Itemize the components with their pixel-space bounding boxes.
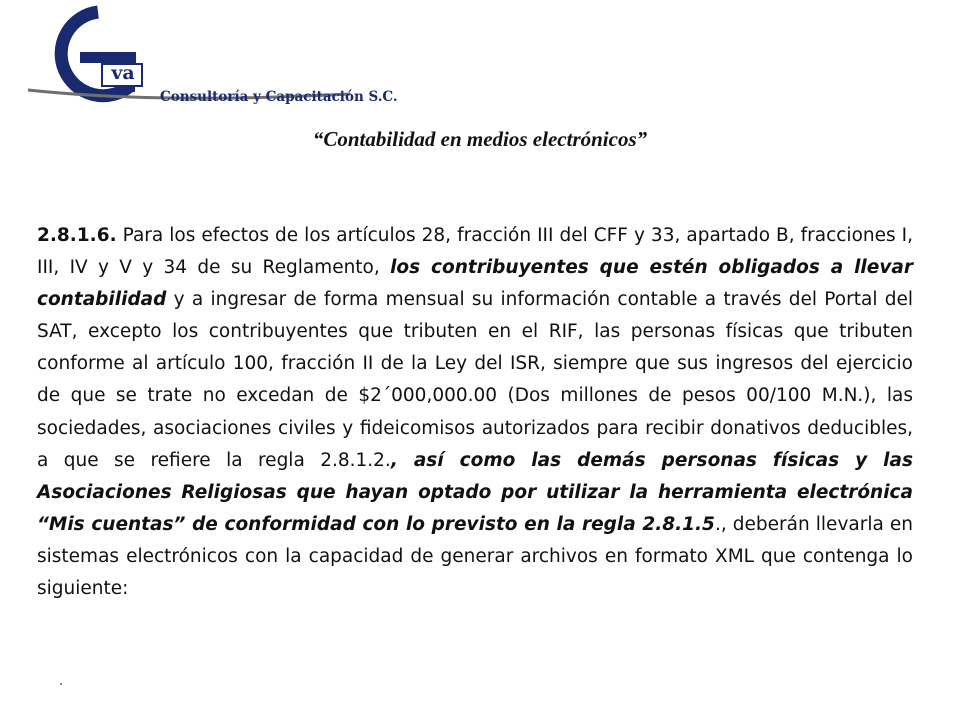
- rule-emphasis-2: , así como las demás personas físicas y las Asociaciones Religiosas que hayan optado por utilizar la herramienta electrónica “Mis cuentas” de conformidad con lo previsto en la regla 2.8.1.5: [37, 449, 913, 535]
- rule-paragraph: [37, 220, 913, 605]
- rule-text-part-2: y a ingresar de forma mensual su información contable a través del Portal del SAT, excepto los contribuyentes que tributen en el RIF, las personas físicas que tributen conforme al artículo 100, fracción II de la Ley del ISR, siempre que sus ingresos del ejercicio de que se trate no excedan de $2´000,000.00 (Dos millones de pesos 00/100 M.N.), las sociedades, asociaciones civiles y fideicomisos autorizados para recibir donativos deducibles, a que se refiere la regla 2.8.1.2.: [37, 289, 913, 471]
- logo-monogram: va: [111, 62, 135, 84]
- rule-text-part-1: Para los efectos de los artículos 28, fracción III del CFF y 33, apartado B, fracciones I, III, IV y V y 34 de su Reglamento,: [37, 225, 913, 279]
- rule-emphasis-1: los contribuyentes que estén obligados a llevar contabilidad: [37, 257, 913, 311]
- company-name: Consultoría y Capacitación S.C.: [160, 89, 398, 105]
- company-logo: [20, 4, 398, 116]
- rule-text-part-3: ., deberán llevarla en sistemas electrónicos con la capacidad de generar archivos en formato XML que contenga lo siguiente:: [37, 513, 913, 600]
- page-title: “Contabilidad en medios electrónicos”: [312, 127, 648, 151]
- slide-dot: [60, 683, 62, 685]
- rule-number: 2.8.1.6.: [37, 225, 117, 246]
